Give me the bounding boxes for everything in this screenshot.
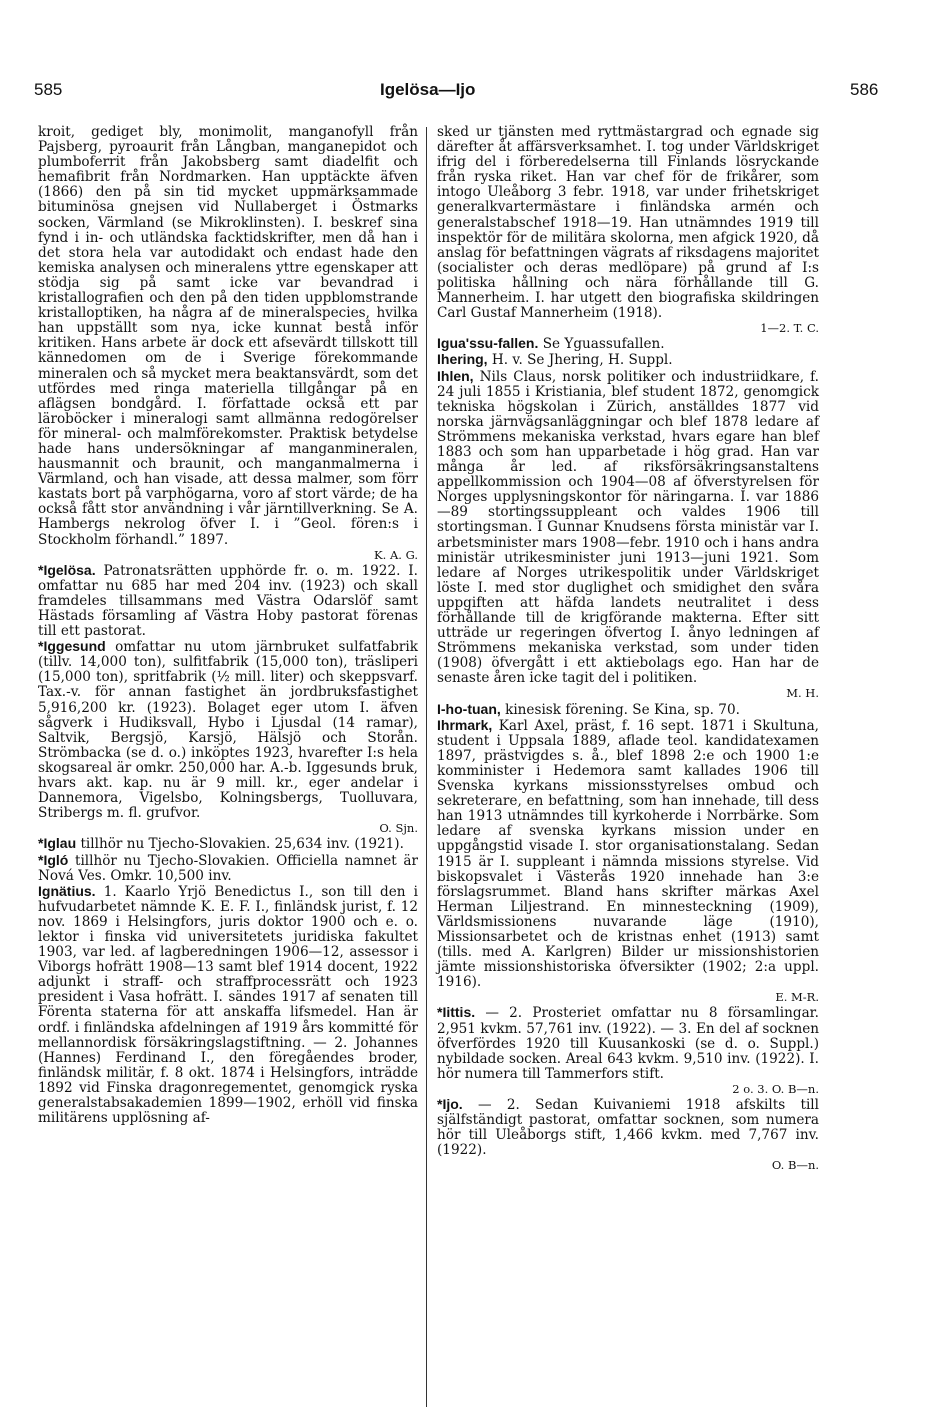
entry-headword: *Iggesund xyxy=(38,638,106,655)
paragraph-text: sked ur tjänsten med ryttmästargrad och egnade sig därefter åt affärsverksamhet. I. tog under Världskriget ifrig del i förberedelserna till Finlands lösryckande från ryska riket. Han var chef för de frikårer, som intogo Uleåborg 3 febr. 1918, var under frihetskriget generalkvartermästare i finländska armén och generalstabschef 1918—19. Han utnämndes 1919 till inspektör för de militära skolorna, men afgick 1920, då anslag för befattningen vägrats af riksdagens majoritet (socialister och deras medlöpare) på grund af I:s politiska hållning och nära förhållande till G. Mannerheim. I. har utgett den biografiska skildringen Carl Gustaf Mannerheim (1918). xyxy=(437,124,820,322)
entry-iittis xyxy=(437,1005,819,1097)
author-signature: 1—2. T. C. xyxy=(760,321,819,336)
entry-igelosa xyxy=(38,563,418,639)
page-number-left: 585 xyxy=(34,80,63,99)
entry-ihering xyxy=(437,352,819,368)
entry-text: — 2. Sedan Kuivaniemi 1918 afskilts till själfständigt pastorat, omfattar socknen, som numera hör till Uleåborgs stift, 1,466 kvkm. med 7,767 inv. (1922). xyxy=(437,1097,819,1159)
entry-headword: I-ho-tuan, xyxy=(437,700,501,717)
entry-headword: *Igelösa. xyxy=(38,561,96,578)
entry-ihrmark xyxy=(437,718,819,1006)
entry-text: — 2. Prosteriet omfattar nu 8 församlingar. 2,951 kvkm. 57,761 inv. (1922). — 3. En del af socknen öfverfördes 1920 till Kuusankoski (se d. o. Suppl.) nybildade socken. Areal 643 kvkm. 9,510 inv. (1922). I. hör numera till Tammerfors stift. xyxy=(437,1005,819,1082)
author-signature: K. A. G. xyxy=(374,547,418,562)
page-number-right: 586 xyxy=(850,80,879,99)
author-signature: M. H. xyxy=(786,686,819,701)
page-header xyxy=(0,80,928,104)
right-column xyxy=(437,125,819,1173)
continued-paragraph xyxy=(38,125,418,563)
entry-headword: *Igló xyxy=(38,851,69,868)
entry-text: Nils Claus, norsk politiker och industriidkare, f. 24 juli 1855 i Kristiania, blef student 1872, genomgick tekniska högskolan i Zürich, anställdes 1877 vid norska järnvägsanläggningar och blef 1878 ledare af Strömmens mekaniska verkstad, hvars egare han blef 1883 och som han upparbetade i hög grad. Han var många år led. af riksförsäkringsanstaltens appellkommission och 1904—08 af öfverstyrelsen för Norges upplysningskontor för näringarna. I. var 1886—89 stortingssuppleant och valdes 1906 till stortingsman. I Gunnar Knudsens första ministär var I. arbetsminister mars 1908—febr. 1910 och i hans andra ministär utrikesminister juni 1913—juni 1921. Som ledare af Norges utrikespolitik under Världskriget löste I. med stor duglighet och smidighet den svåra uppgiften att häfda landets neutralitet i dess förhållande till de krigförande makterna. Efter sitt utträde ur regeringen öfvertog I. ånyo ledningen af Strömmens mekaniska verkstad, som under tiden (1908) öfvergått i ett aktiebolags ego. Han har de senaste åren icke tagit del i politiken. xyxy=(437,368,819,687)
entry-headword: Ihrmark, xyxy=(437,716,493,733)
author-signature: O. B—n. xyxy=(771,1158,819,1173)
entry-text: Se Yguassufallen. xyxy=(542,336,665,353)
entry-text: 1. Kaarlo Yrjö Benedictus I., son till den i hufvudarbetet nämnde K. E. F. I., finländsk jurist, f. 12 nov. 1869 i Helsingfors, juris doktor 1900 och e. o. lektor i finska vid universitetets juridiska fakultet 1903, var led. af lagberedningen 1906—12, assessor i Viborgs hofrätt 1908—13 samt blef 1914 docent, 1922 adjunkt i straff- och straffprocessrätt och 1923 president i Vasa hofrätt. I. sändes 1917 af senaten till Förenta staterna för att anskaffa lifsmedel. Han är ordf. i finländska afdelningen af 1919 års kommitté för mellannordisk försäkringslagstiftning. — 2. Johannes (Hannes) Ferdinand I., den föregåendes broder, finländsk militär, f. 8 okt. 1874 i Helsingfors, inträdde 1892 vid Finska dragonregementet, genomgick ryska generalstabsakademien 1899—1902, erhöll vid finska militärens upplösning af- xyxy=(38,883,418,1127)
continued-paragraph xyxy=(437,125,819,336)
entry-iggesund xyxy=(38,639,418,836)
entry-text: Patronatsrätten upphörde fr. o. m. 1922. I. omfattar nu 685 har med 204 inv. (1923) och skall framdeles tillsammans med Västra Odarslöf samt Hästads församling af Västra Hoby pastorat förenas till ett pastorat. xyxy=(38,562,418,640)
entry-headword: *Iglau xyxy=(38,835,77,852)
column-divider xyxy=(426,127,427,1407)
entry-ihlen xyxy=(437,369,819,702)
entry-iglo xyxy=(38,853,418,884)
author-signature: E. M-R. xyxy=(775,990,819,1005)
entry-headword: Ignätius. xyxy=(38,882,96,899)
entry-ijo xyxy=(437,1097,819,1173)
left-column xyxy=(38,125,418,1126)
entry-iguassu-fallen xyxy=(437,336,819,352)
entry-headword: Ihlen, xyxy=(437,367,474,384)
author-signature: O. Sjn. xyxy=(379,821,418,836)
entry-headword: *Ijo. xyxy=(437,1096,463,1112)
author-signature: 2 o. 3. O. B—n. xyxy=(732,1081,819,1096)
entry-i-ho-tuan xyxy=(437,702,819,718)
entry-iglau xyxy=(38,836,418,852)
entry-text: tillhör nu Tjecho-Slovakien. Officiella namnet är Nová Ves. Omkr. 10,500 inv. xyxy=(38,852,418,884)
entry-text: Karl Axel, präst, f. 16 sept. 1871 i Skultuna, student i Uppsala 1889, aflade teol. kandidatexamen 1897, prästvigdes s. å., blef 1898 2:e och 1900 1:e komminister i Hedemora samt kallades 1906 till Svenska kyrkans missionsstyrelses ombud och sekreterare, en befattning, som han innehade, till dess han 1913 utnämndes till kyrkoherde i Norrbärke. Som ledare af svenska kyrkans mission under en uppgångstid visade I. stor organisationstalang. Sedan 1915 är I. suppleant i nämnda missions styrelse. Vid biskopsvalet i Västerås 1920 innehade han 3:e förslagsrummet. Bland hans skrifter märkas Axel Herman Liljestrand. En minnesteckning (1909), Världsmissionens nuvarande läge (1910), Missionsarbetet och de kristnas enhet (1913) samt (tills. med A. Karlgren) Bilder ur missionshistorien jämte missionshistoriska öfversikter (1902; 2:a uppl. 1916). xyxy=(437,717,819,991)
paragraph-text: kroit, gediget bly, monimolit, manganofyll från Pajsberg, pyroaurit från Långban, manganepidot och plumboferrit från Jakobsberg samt diadelfit och hemafibrit från Nordmarken. Han upptäckte äfven (1866) den på sin tid mycket uppmärksammade bituminösa gnejsen vid Nullaberget i Östmarks socken, Värmland (se Mikroklinsten). I. beskref sina fynd i in- och utländska facktidskrifter, men då han i det stora hela var autodidakt och endast hade den kemiska analysen och mineralens yttre egenskaper att stödja sig på samt icke var bevandrad i kristallografien och den på den tiden uppblomstrande kristalloptiken, ha några af de mineralspecies, hvilka han uppställt som nya, icke kunnat bestå inför kritiken. Hans arbete är dock ett afsevärdt tillskott till kännedomen om de i Sverige förekommande mineralen och så mycket mera beaktansvärdt, som det utfördes med ringa materiella tillgångar på en aflägsen bondgård. I. författade också ett par läroböcker i mineralogi samt allmänna redogörelser för mineral- och malmförekomster. Praktisk betydelse hade hans undersökningar af manganmineralen, hausmannit och braunit, och manganmalmerna i Värmland, och han visade, att dessa malmer, som förr kastats bort på varphögarna, voro af stort värde; de ha också fått stor användning i vår järntillverkning. Se A. Hambergs nekrolog öfver I. i ”Geol. fören:s i Stockholm förhandl.” 1897. xyxy=(38,124,418,548)
entry-text: tillhör nu Tjecho-Slovakien. 25,634 inv. (1921). xyxy=(80,836,404,853)
running-title: Igelösa—Ijo xyxy=(380,80,476,99)
entry-headword: *Iittis. xyxy=(437,1004,476,1021)
entry-text: H. v. Se Jhering, H. Suppl. xyxy=(491,352,673,369)
entry-headword: Igua'ssu-fallen. xyxy=(437,335,539,352)
entry-text: omfattar nu utom järnbruket sulfatfabrik (tillv. 14,000 ton), sulfitfabrik (15,000 ton), träsliperi (15,000 ton), spritfabrik (½ mill. liter) och skeppsvarf. Tax.-v. för annan fastighet än jordbruksfastighet 5,916,200 kr. (1923). Bolaget eger utom I. äfven sågverk i Hudiksvall, Hybo i Ljusdal (14 ramar), Saltvik, Bergsjö, Karsjö, Hälsjö och Storån. Strömbacka (se d. o.) inköptes 1923, hvarefter I:s hela skogsareal är omkr. 250,000 har. A.-b. Iggesunds bruk, hvars akt. kap. nu är 9 mill. kr., eger andelar i Dannemora, Vigelsbo, Kolningsbergs, Tuolluvara, Stribergs m. fl. grufvor. xyxy=(38,639,418,822)
entry-text: kinesisk förening. Se Kina, sp. 70. xyxy=(505,701,740,718)
entry-ignatius xyxy=(38,884,418,1127)
entry-headword: Ihering, xyxy=(437,351,488,368)
